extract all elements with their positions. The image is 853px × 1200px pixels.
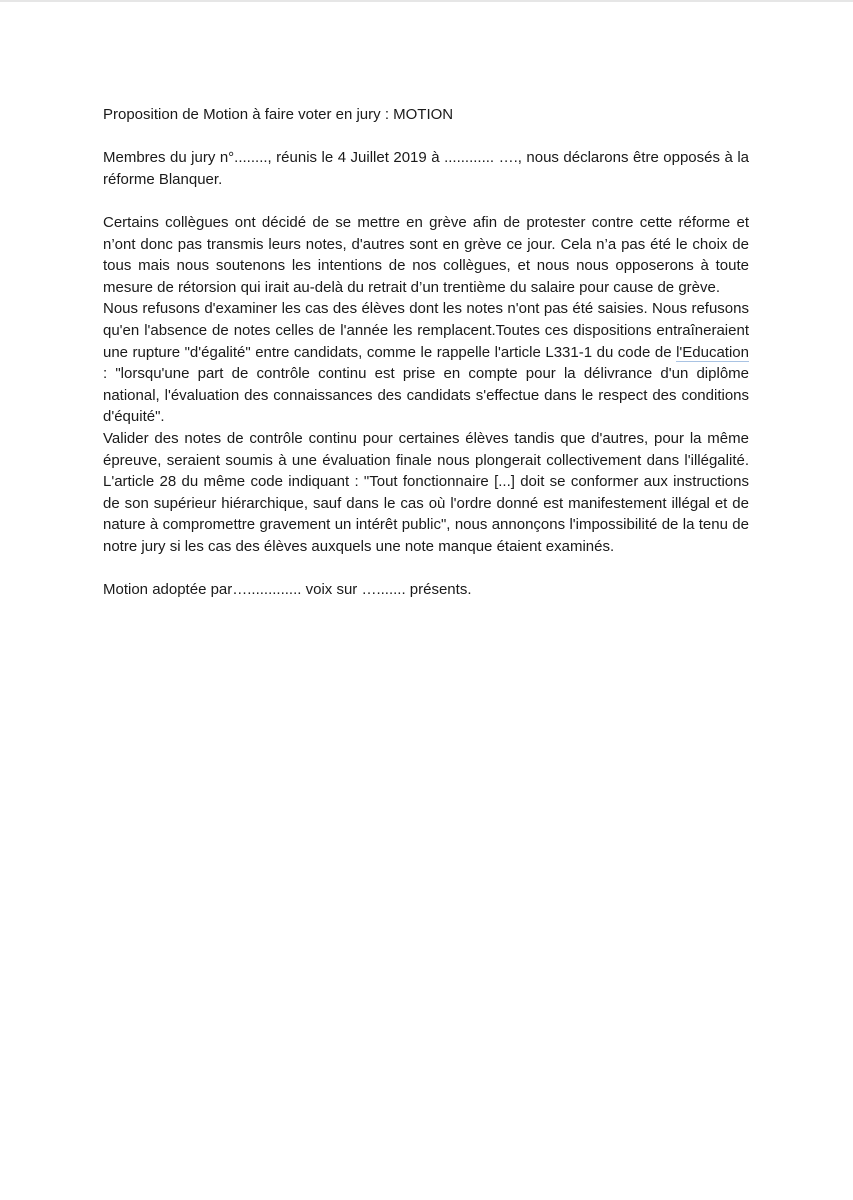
body-paragraph-equality bbox=[103, 298, 749, 428]
education-code-link[interactable]: l'Education bbox=[676, 343, 749, 361]
document-page bbox=[103, 104, 749, 601]
document-title: Proposition de Motion à faire voter en jury : MOTION bbox=[103, 106, 454, 123]
body-paragraph-strike: Certains collègues ont décidé de se mettre en grève afin de protester contre cette réforme et n’ont donc pas transmis leurs notes, d'autres sont en grève ce jour. Cela n’a pas été le choix de tous mais nous soutenons les intentions de nos collègues, et nous nous opposerons à toute mesure de rétorsion qui irait au-delà du retrait d’un trentième du salaire pour cause de grève. bbox=[103, 213, 749, 296]
intro-paragraph: Membres du jury n°........, réunis le 4 Juillet 2019 à ............ …., nous déclarons être opposés à la réforme Blanquer. bbox=[103, 149, 749, 188]
equality-text-start: Nous refusons d'examiner les cas des élèves dont les notes n'ont pas été saisies. Nous refusons qu'en l'absence de notes celles de l'année les remplacent.Toutes ces dispositions entraîneraient une rupture "d'égalité" entre candidats, comme le rappelle l'article L331-1 du code de bbox=[103, 300, 749, 361]
closing-vote-line: Motion adoptée par…............. voix sur …....... présents. bbox=[103, 581, 472, 599]
body-paragraph-legality: Valider des notes de contrôle continu pour certaines élèves tandis que d'autres, pour la même épreuve, seraient soumis à une évaluation finale nous plongerait collectivement dans l'illégalité. L'article 28 du même code indiquant : "Tout fonctionnaire [...] doit se conformer aux instructions de son supérieur hiérarchique, sauf dans le cas où l'ordre donné est manifestement illégal et de nature à compromettre gravement un intérêt public", nous annonçons l'impossibilité de la tenu de notre jury si les cas des élèves auxquels une note manque étaient examinés. bbox=[103, 429, 749, 555]
top-edge-divider bbox=[0, 0, 853, 2]
equality-text-end: : "lorsqu'une part de contrôle continu est prise en compte pour la délivrance d'un diplôme national, l'évaluation des connaissances des candidats s'effectue dans le respect des conditions d'équité". bbox=[103, 365, 749, 426]
